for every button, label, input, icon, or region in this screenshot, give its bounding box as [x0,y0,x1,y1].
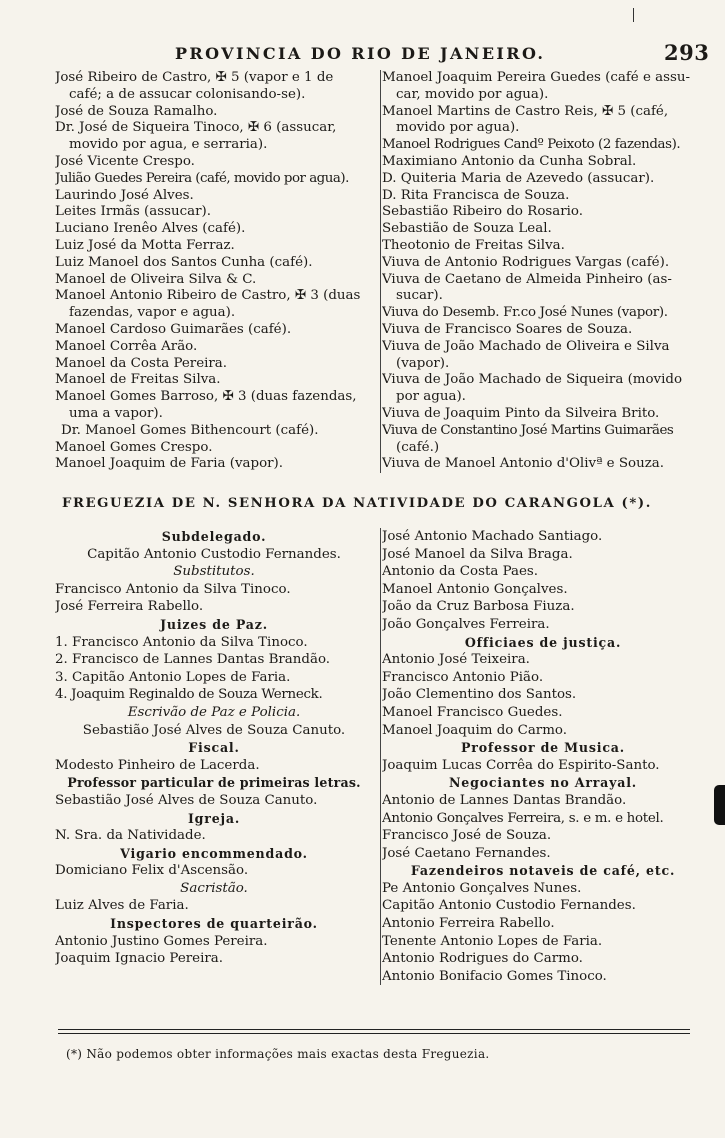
ink-blot [714,785,725,825]
footnote: (*) Não podemos obter informações mais exactas desta Freguezia. [66,1047,490,1061]
list-item: José Antonio Machado Santiago. [382,529,603,544]
list-item: João da Cruz Barbosa Fiuza. [382,599,575,615]
margin-mark [633,8,634,22]
footnote-rule [58,1029,690,1030]
list-item: movido por agua). [396,120,520,136]
list-item: Viuva de João Machado de Siqueira (movido [382,372,683,388]
list-item: Manoel Joaquim de Faria (vapor). [55,456,284,472]
list-item: Viuva de Manoel Antonio d'Olivª e Souza. [382,456,665,472]
list-item: Manoel Francisco Guedes. [382,704,563,720]
list-item: Laurindo José Alves. [55,187,194,203]
section-heading: Subdelegado. [161,529,267,544]
list-item: sucar). [396,288,443,304]
list-item: 4. Joaquim Reginaldo de Souza Werneck. [55,687,323,703]
list-item: Manoel Corrêa Arão. [55,338,198,354]
list-item: café; a de assucar colonisando-se). [69,86,306,102]
list-item: Manoel Joaquim Pereira Guedes (café e assu- [382,70,691,85]
list-item: Joaquim Lucas Corrêa do Espirito-Santo. [382,757,660,773]
list-item: Manoel Gomes Barroso, ✠ 3 (duas fazendas, [55,389,357,405]
list-item: Domiciano Felix d'Ascensão. [55,863,249,879]
section-heading: Igreja. [187,810,241,826]
list-item: Capitão Antonio Custodio Fernandes. [382,898,636,914]
list-item: Viuva de Francisco Soares de Souza. [382,321,633,337]
bottom-right-column [380,528,704,985]
bottom-left-column [55,528,373,968]
list-item: Luiz Alves de Faria. [55,898,189,914]
list-item: (vapor). [396,355,450,371]
page-header [0,38,725,68]
list-item: D. Quiteria Maria de Azevedo (assucar). [382,170,655,186]
list-item: Theotonio de Freitas Silva. [382,237,565,253]
list-item: Francisco José de Souza. [382,828,552,844]
list-item: Sebastião Ribeiro do Rosario. [382,204,584,220]
list-item: N. Sra. da Natividade. [55,828,206,844]
list-item: Antonio José Teixeira. [382,652,530,668]
section-heading: Professor particular de primeiras letras. [67,775,361,791]
list-item: Manoel Gomes Crespo. [55,439,213,455]
list-item: José Caetano Fernandes. [382,845,551,861]
list-item: José Ferreira Rabello. [55,599,204,615]
top-right-column [380,70,704,473]
list-item: Manoel Antonio Ribeiro de Castro, ✠ 3 (duas [55,288,361,304]
list-item: José Vicente Crespo. [55,153,195,169]
list-item: Manoel de Freitas Silva. [55,372,221,388]
footnote-rule-thin [58,1033,690,1034]
list-item: Antonio da Costa Paes. [382,564,539,580]
list-item: Sebastião José Alves de Souza Canuto. [82,722,346,738]
list-item: uma a vapor). [69,405,163,421]
page-number: 293 [664,40,710,65]
list-item: Antonio Justino Gomes Pereira. [55,933,268,949]
list-item: Manoel Cardoso Guimarães (café). [55,321,292,337]
list-item: Luiz Manoel dos Santos Cunha (café). [55,254,313,270]
list-item: Viuva do Desemb. Fr.co José Nunes (vapor). [382,305,668,321]
section-heading: Substitutos. [173,564,255,580]
list-item: Dr. Manoel Gomes Bithencourt (café). [61,422,319,438]
list-item: José Ribeiro de Castro, ✠ 5 (vapor e 1 de [55,70,334,85]
top-left-column [55,70,373,473]
section-heading: Escrivão de Paz e Policia. [127,704,301,720]
list-item: Capitão Antonio Custodio Fernandes. [87,546,341,562]
list-item: Manoel Martins de Castro Reis, ✠ 5 (café, [382,103,669,119]
list-item: João Gonçalves Ferreira. [382,616,550,632]
list-item: (café.) [396,439,440,455]
section-heading: Sacristão. [180,880,248,896]
list-item: José Manoel da Silva Braga. [382,546,573,562]
list-item: Tenente Antonio Lopes de Faria. [382,933,603,949]
list-item: Dr. José de Siqueira Tinoco, ✠ 6 (assucar, [55,120,337,136]
section-heading: Fazendeiros notaveis de café, etc. [410,863,676,879]
list-item: Sebastião José Alves de Souza Canuto. [55,792,318,808]
list-item: Antonio Gonçalves Ferreira, s. e m. e hotel. [382,810,664,826]
list-item: Luciano Irenêo Alves (café). [55,221,246,237]
list-item: Antonio Bonifacio Gomes Tinoco. [382,968,607,984]
list-item: Manoel de Oliveira Silva & C. [55,271,257,287]
list-item: Viuva de Constantino José Martins Guimarães [382,422,674,438]
list-item: movido por agua, e serraria). [69,137,268,153]
list-item: Antonio Rodrigues do Carmo. [382,951,583,967]
section-heading: Fiscal. [188,740,240,756]
list-item: Modesto Pinheiro de Lacerda. [55,757,260,773]
list-item: Manoel Rodrigues Candº Peixoto (2 fazendas). [382,137,681,153]
list-item: D. Rita Francisca de Souza. [382,187,570,203]
list-item: João Clementino dos Santos. [382,687,577,703]
list-item: Leites Irmãs (assucar). [55,204,211,220]
list-item: 2. Francisco de Lannes Dantas Brandão. [55,652,331,668]
list-item: Maximiano Antonio da Cunha Sobral. [382,153,637,169]
section-title: FREGUEZIA DE N. SENHORA DA NATIVIDADE DO CARANGOLA (*). [62,496,652,511]
list-item: Francisco Antonio da Silva Tinoco. [55,581,291,597]
list-item: Viuva de Joaquim Pinto da Silveira Brito. [382,405,660,421]
list-item: Viuva de Antonio Rodrigues Vargas (café). [382,254,670,270]
list-item: Francisco Antonio Pião. [382,669,544,685]
section-heading: Juizes de Paz. [160,616,268,632]
list-item: Viuva de Caetano de Almeida Pinheiro (as- [382,271,672,287]
list-item: Sebastião de Souza Leal. [382,221,552,237]
list-item: fazendas, vapor e agua). [69,305,236,321]
list-item: Julião Guedes Pereira (café, movido por agua). [55,170,349,186]
list-item: Manoel Antonio Gonçalves. [382,581,568,597]
list-item: Manoel Joaquim do Carmo. [382,722,567,738]
list-item: Manoel da Costa Pereira. [55,355,228,371]
list-item: por agua). [396,389,466,405]
list-item: car, movido por agua). [396,86,549,102]
list-item: Antonio Ferreira Rabello. [382,916,555,932]
list-item: Luiz José da Motta Ferraz. [55,237,235,253]
list-item: José de Souza Ramalho. [55,103,218,119]
list-item: 3. Capitão Antonio Lopes de Faria. [55,669,291,685]
list-item: Joaquim Ignacio Pereira. [55,951,223,967]
list-item: Pe Antonio Gonçalves Nunes. [382,880,582,896]
list-item: Antonio de Lannes Dantas Brandão. [382,792,627,808]
list-item: Viuva de João Machado de Oliveira e Silva [382,338,670,354]
section-heading: Officiaes de justiça. [464,634,622,650]
section-heading: Negociantes no Arrayal. [449,775,637,791]
list-item: 1. Francisco Antonio da Silva Tinoco. [55,634,308,650]
section-heading: Vigario encommendado. [120,845,308,861]
section-heading: Professor de Musica. [461,740,625,756]
running-title: PROVINCIA DO RIO DE JANEIRO. [175,44,546,63]
section-heading: Inspectores de quarteirão. [110,916,318,932]
